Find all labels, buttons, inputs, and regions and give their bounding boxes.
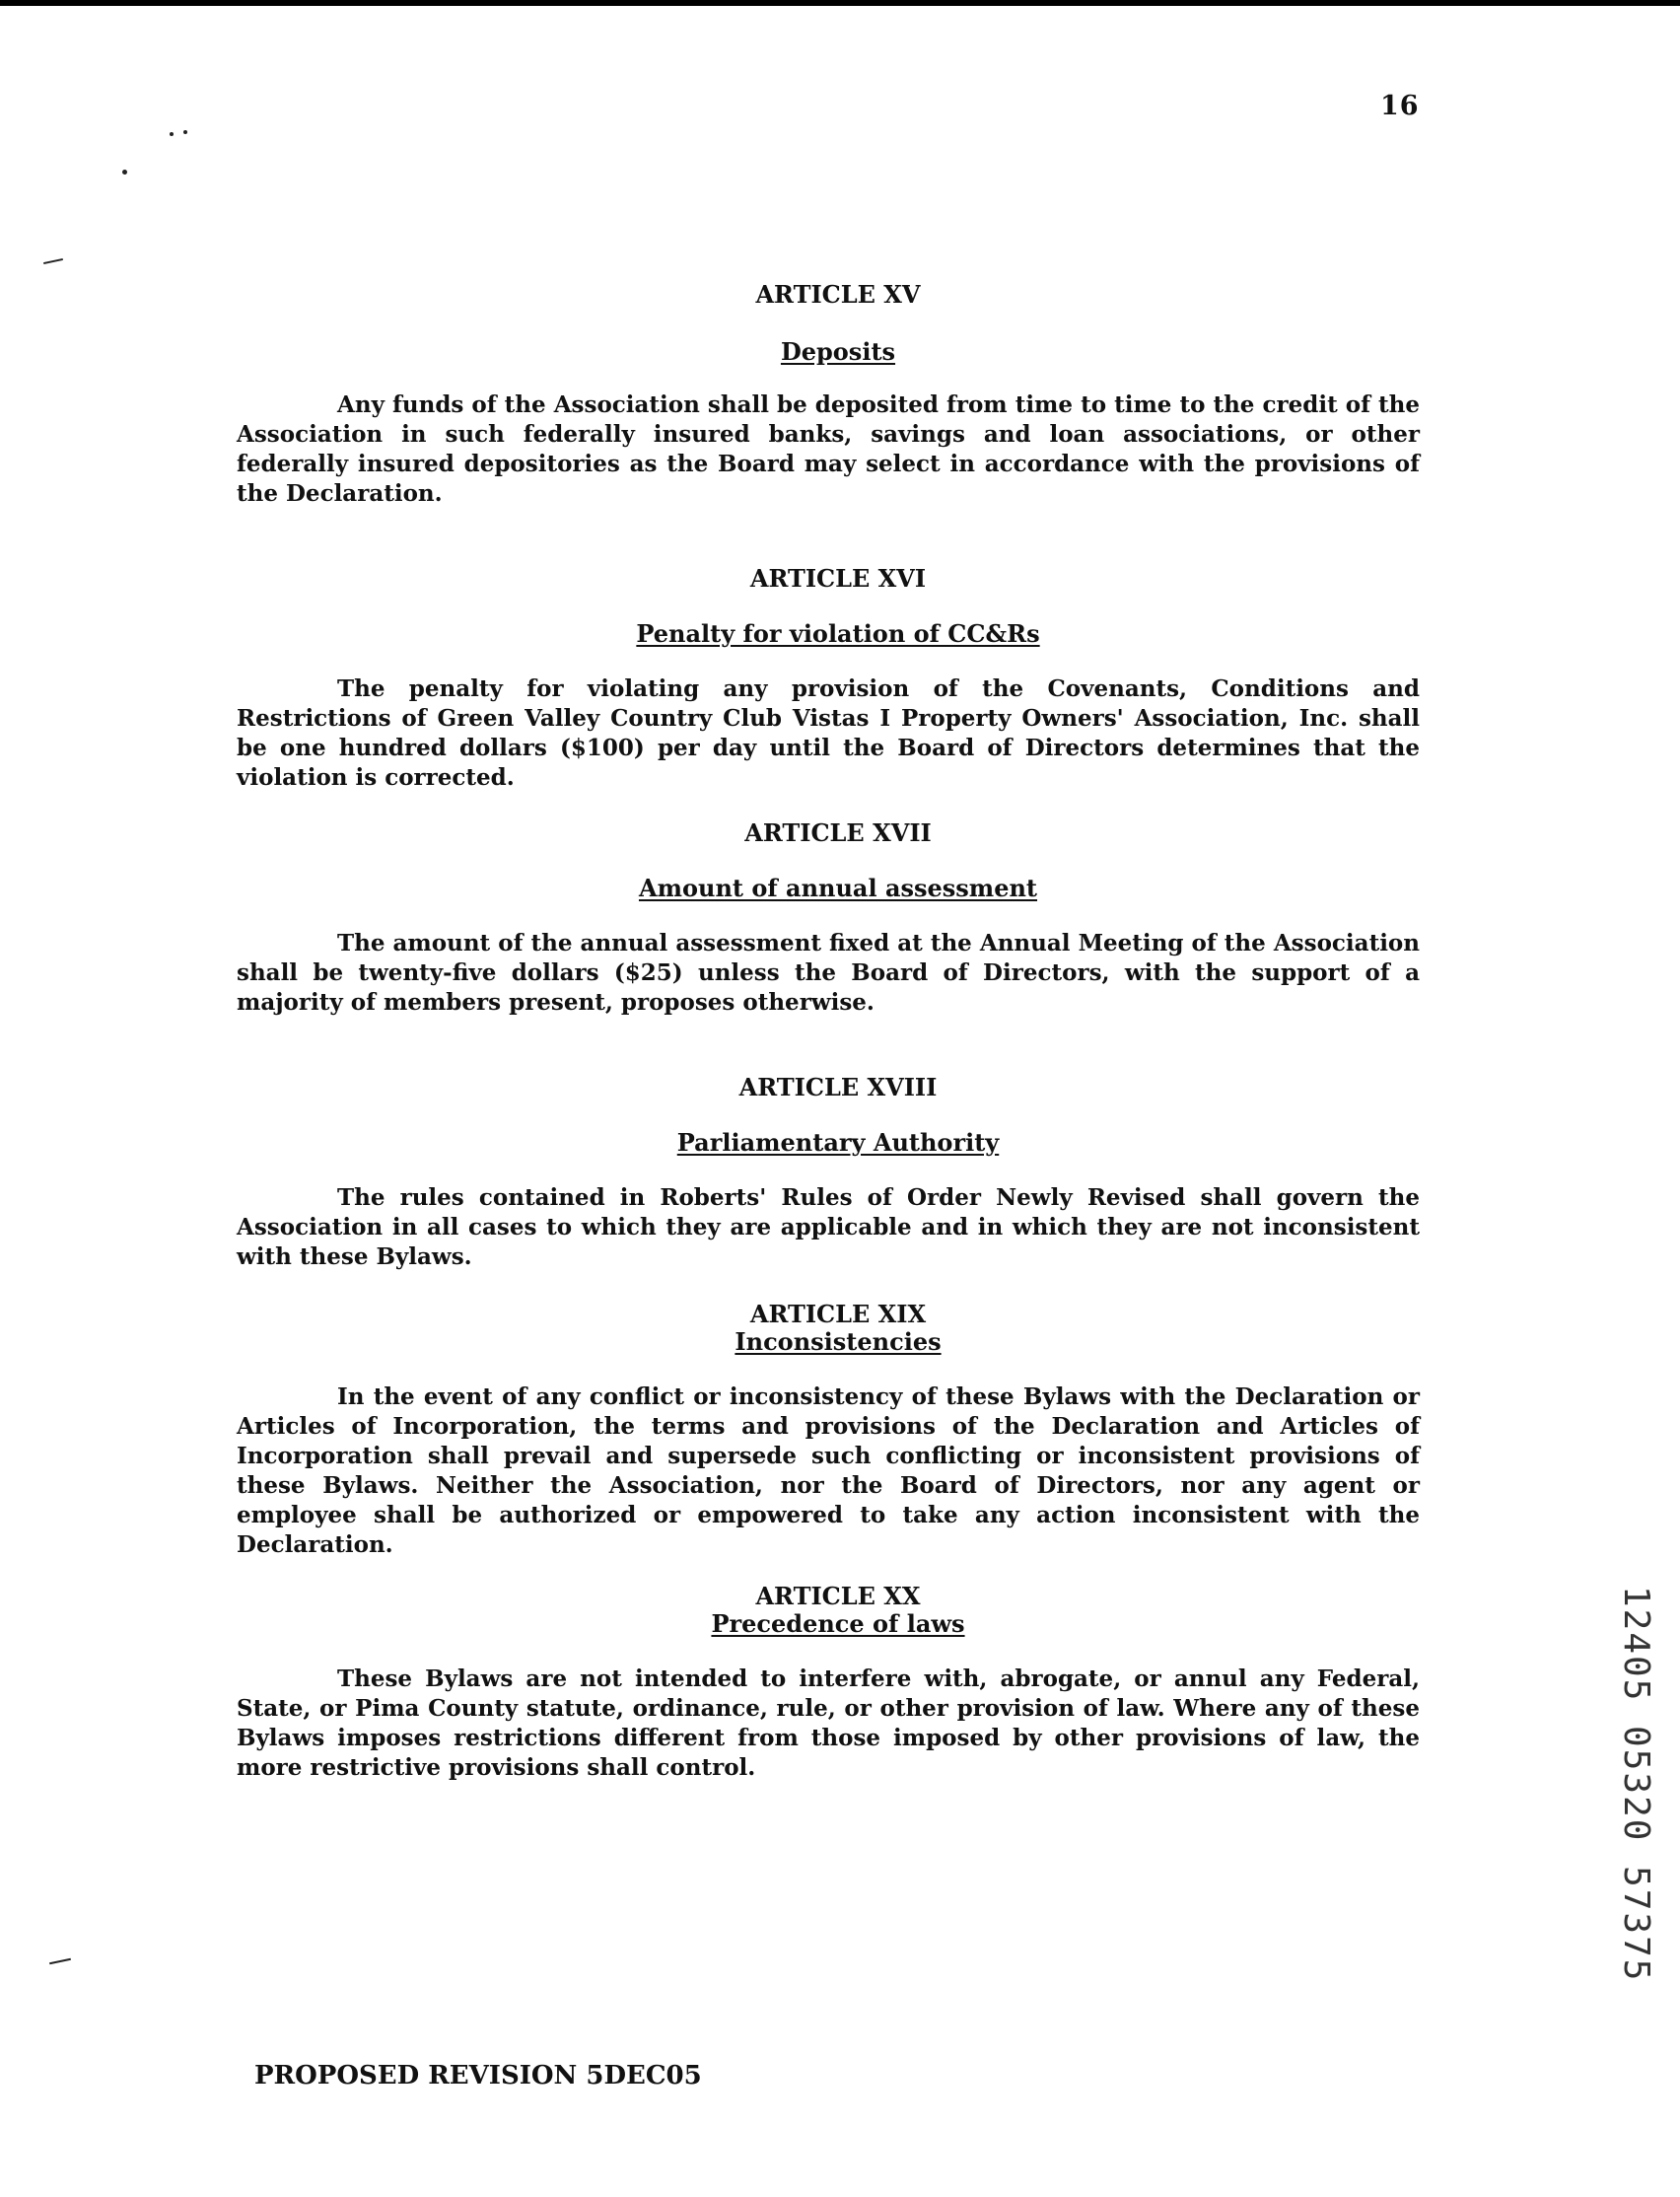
scan-mark <box>43 258 63 264</box>
article-body: The penalty for violating any provision of the Covenants, Conditions and Restrictions of Green Valley Country Club Vistas I Property Owners' Association, Inc. shall be one hundred dollars ($100) per day until the Board of Directors determines that the violation is corrected. <box>237 675 1420 791</box>
article-heading: Parliamentary Authority <box>676 1128 1000 1157</box>
article-body: These Bylaws are not intended to interfere with, abrogate, or annul any Federal, State, or Pima County statute, ordinance, rule, or other provision of law. Where any of these Bylaws imposes restrictions different from those imposed by other provisions of law, the more restrictive provisions shall control. <box>237 1665 1420 1781</box>
page-number: 16 <box>1380 91 1420 121</box>
article-heading: Deposits <box>780 337 896 366</box>
article-heading: Precedence of laws <box>711 1609 965 1638</box>
article-title: ARTICLE XX <box>755 1582 921 1610</box>
footer-revision-note: PROPOSED REVISION 5DEC05 <box>254 2061 702 2091</box>
article-body: The amount of the annual assessment fixed at the Annual Meeting of the Association shall be twenty-five dollars ($25) unless the Board of Directors, with the support of a majority of members present, proposes otherwise. <box>237 930 1420 1016</box>
article-heading: Amount of annual assessment <box>638 874 1038 902</box>
article-body: In the event of any conflict or inconsistency of these Bylaws with the Declaration or Articles of Incorporation, the terms and provisions of the Declaration and Articles of Incorporation shall prevail and supersede such conflicting or inconsistent provisions of these Bylaws. Neither the Association, nor the Board of Directors, nor any agent or employee shall be authorized or empowered to take any action inconsistent with the Declaration. <box>237 1383 1420 1558</box>
scan-speck <box>170 132 174 136</box>
article-title: ARTICLE XVII <box>744 818 932 847</box>
article-title: ARTICLE XIX <box>749 1300 927 1328</box>
article-heading: Inconsistencies <box>735 1327 942 1356</box>
article-heading: Penalty for violation of CC&Rs <box>636 619 1040 648</box>
article-body: The rules contained in Roberts' Rules of Order Newly Revised shall govern the Association in all cases to which they are applicable and in which they are not inconsistent with these Bylaws. <box>237 1184 1420 1270</box>
article-title: ARTICLE XVIII <box>738 1073 938 1101</box>
scan-mark <box>49 1958 71 1965</box>
article-body: Any funds of the Association shall be deposited from time to time to the credit of the Association in such federally insured banks, savings and loan associations, or other federally insured depositories as the Board may select in accordance with the provisions of the Declaration. <box>237 391 1420 507</box>
article-title: ARTICLE XVI <box>749 564 927 593</box>
scan-speck <box>183 130 187 134</box>
scan-top-edge <box>0 0 1680 6</box>
article-title: ARTICLE XV <box>755 280 921 309</box>
scan-speck <box>122 170 127 175</box>
recording-stamp: 12405 05320 57375 <box>1616 1586 1656 1983</box>
